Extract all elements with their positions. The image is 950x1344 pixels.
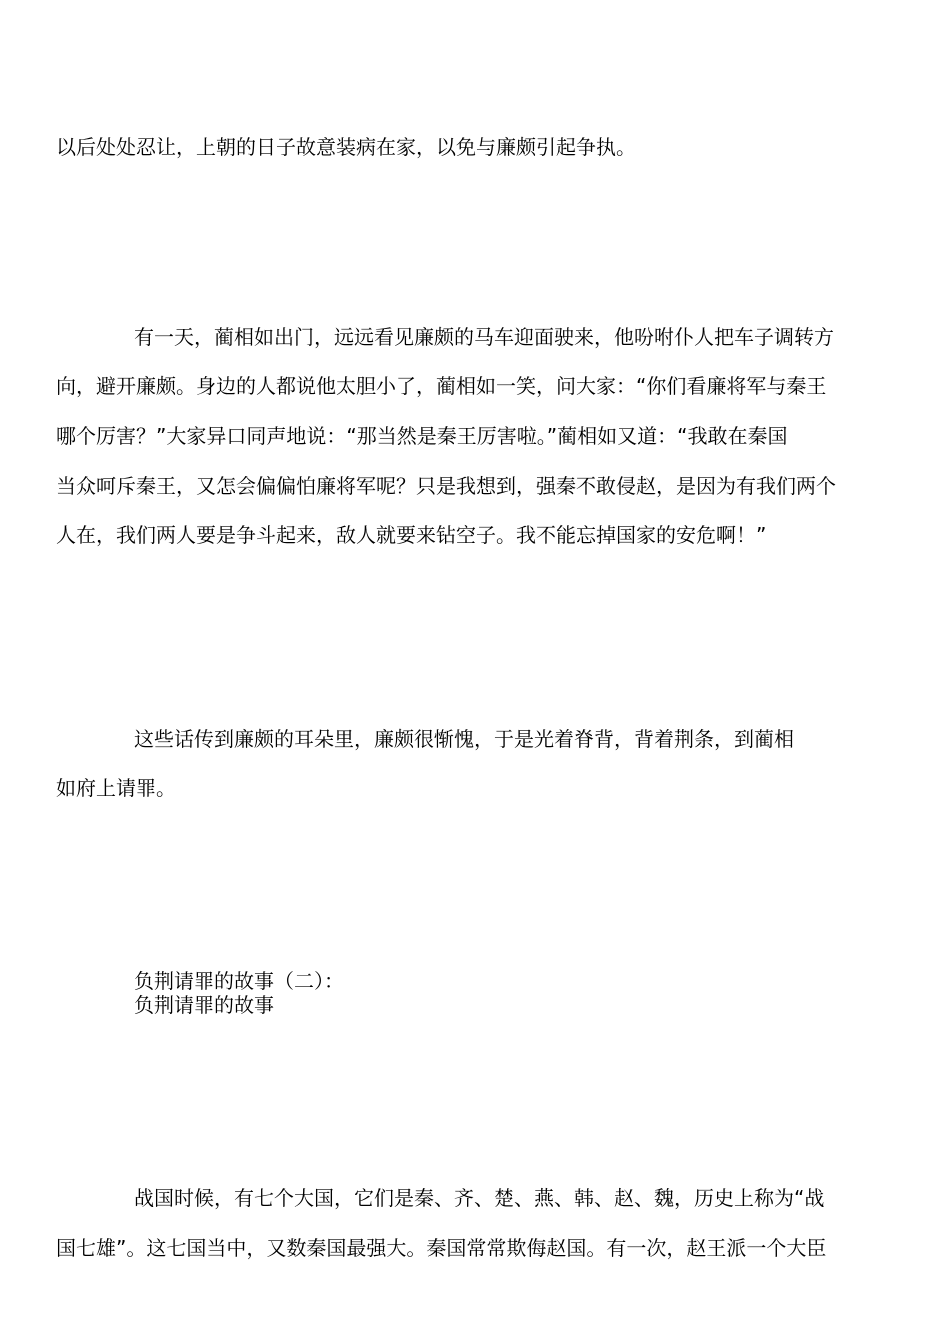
- section-heading: 负荆请罪的故事（二）：: [134, 969, 344, 993]
- paragraph-1-line-1: 以后处处忍让，上朝的日子故意装病在家，以免与廉颇引起争执。: [56, 135, 636, 159]
- section-subheading: 负荆请罪的故事: [134, 993, 274, 1017]
- paragraph-3-line-1: 这些话传到廉颇的耳朵里，廉颇很惭愧，于是光着脊背，背着荆条，到蔺相: [134, 727, 794, 751]
- paragraph-2-line-5: 人在，我们两人要是争斗起来，敌人就要来钻空子。我不能忘掉国家的安危啊！”: [56, 523, 767, 547]
- paragraph-2-line-2: 向，避开廉颇。身边的人都说他太胆小了，蔺相如一笑，问大家：“你们看廉将军与秦王: [56, 374, 827, 398]
- paragraph-2-line-1: 有一天，蔺相如出门，远远看见廉颇的马车迎面驶来，他吩咐仆人把车子调转方: [134, 325, 834, 349]
- paragraph-2-line-4: 当众呵斥秦王，又怎会偏偏怕廉将军呢？只是我想到，强秦不敢侵赵，是因为有我们两个: [56, 474, 836, 498]
- paragraph-2-line-3: 哪个厉害？”大家异口同声地说：“那当然是秦王厉害啦。”蔺相如又道：“我敢在秦国: [56, 424, 788, 448]
- paragraph-5-line-1: 战国时候，有七个大国，它们是秦、齐、楚、燕、韩、赵、魏，历史上称为“战: [134, 1186, 825, 1210]
- paragraph-5-line-2: 国七雄”。这七国当中，又数秦国最强大。秦国常常欺侮赵国。有一次，赵王派一个大臣: [56, 1236, 827, 1260]
- paragraph-3-line-2: 如府上请罪。: [56, 776, 176, 800]
